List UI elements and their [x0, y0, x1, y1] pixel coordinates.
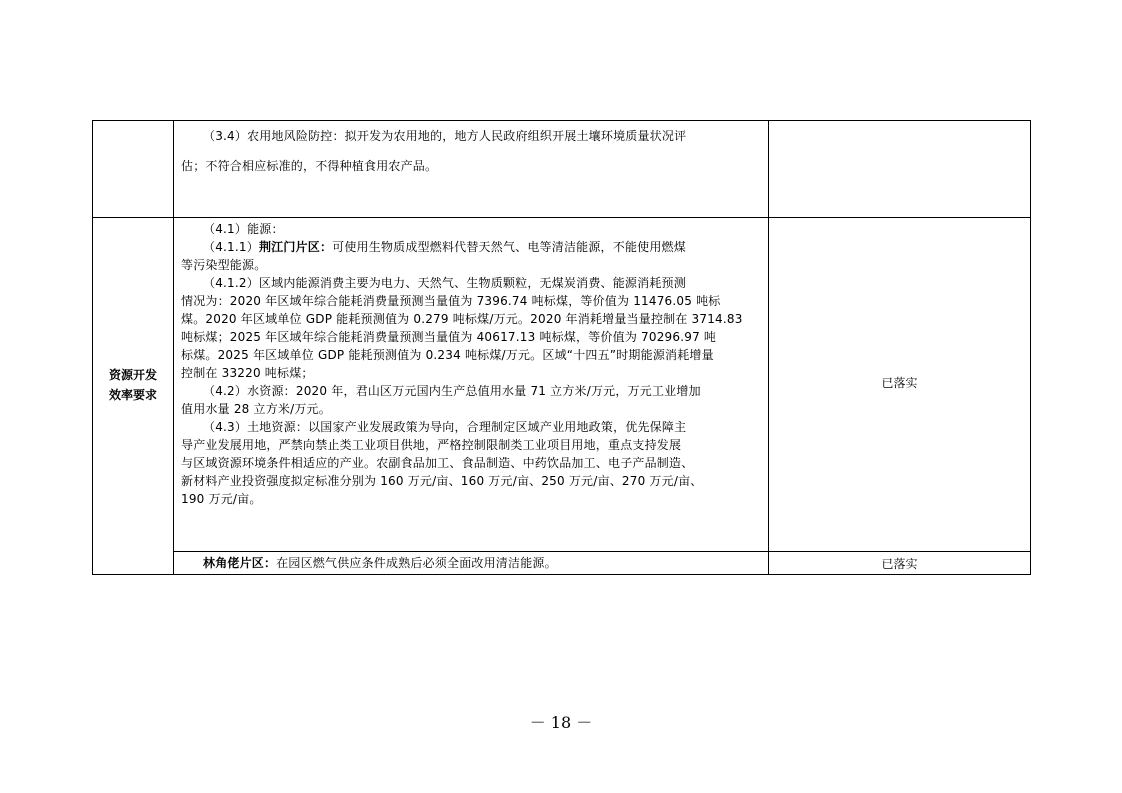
row2-line-2-head: （4.1.1）: [203, 240, 259, 254]
row1-line-2: 估；不符合相应标准的，不得种植食用农产品。: [181, 159, 438, 173]
row2-line-12: （4.3）土地资源：以国家产业发展政策为导向，合理制定区域产业用地政策，优先保障主: [203, 420, 687, 434]
page-number: － 18 －: [529, 713, 593, 732]
row2-line-15: 新材料产业投资强度拟定标准分别为 160 万元/亩、160 万元/亩、250 万元/亩、270 万元/亩、: [181, 474, 703, 488]
status-row3: 已落实: [881, 557, 918, 571]
row3-rest: 在园区燃气供应条件成熟后必须全面改用清洁能源。: [276, 556, 557, 570]
row2-line-14: 与区域资源环境条件相适应的产业。农副食品加工、食品制造、中药饮品加工、电子产品制造、: [181, 456, 694, 470]
row3-line-1: [181, 554, 557, 572]
requirements-table: [92, 120, 1031, 575]
column-divider-1: [173, 121, 174, 574]
row1-line-1: （3.4）农用地风险防控：拟开发为农用地的，地方人民政府组织开展土壤环境质量状况评: [203, 129, 687, 143]
row2-line-3: 等污染型能源。: [181, 258, 267, 272]
row1-content: [181, 121, 686, 181]
row2-line-2-bold: 荆江门片区：: [258, 240, 333, 254]
row2-line-11: 值用水量 28 立方米/万元。: [181, 402, 331, 416]
row2-line-6: 煤。2020 年区域单位 GDP 能耗预测值为 0.279 吨标煤/万元。2020 年消耗增量当量控制在 3714.83: [181, 312, 743, 326]
row2-line-4: （4.1.2）区域内能源消费主要为电力、天然气、生物质颗粒，无煤炭消费、能源消耗预测: [203, 276, 686, 290]
row2-content: [181, 220, 743, 508]
category-label: 资源开发 效率要求: [108, 367, 157, 402]
row2-line-5: 情况为：2020 年区域年综合能耗消费量预测当量值为 7396.74 吨标煤，等价值为 11476.05 吨标: [181, 294, 721, 308]
row2-line-2: [181, 238, 743, 256]
row-divider-1: [93, 217, 1030, 218]
row2-line-9: 控制在 33220 吨标煤；: [181, 366, 314, 380]
status-row2: 已落实: [881, 376, 918, 390]
row3-bold: 林角佬片区：: [203, 556, 277, 570]
row3-content: [181, 554, 557, 572]
row2-line-2-rest: 可使用生物质成型燃料代替天然气、电等清洁能源，不能使用燃煤: [332, 240, 686, 254]
column-divider-2: [768, 121, 769, 574]
row2-line-7: 吨标煤；2025 年区域年综合能耗消费量预测当量值为 40617.13 吨标煤，等价值为 70296.97 吨: [181, 330, 717, 344]
row-divider-2: [173, 551, 1030, 552]
row2-line-13: 导产业发展用地，严禁向禁止类工业项目供地，严格控制限制类工业项目用地，重点支持发展: [181, 438, 682, 452]
row2-line-16: 190 万元/亩。: [181, 492, 262, 506]
row2-line-1: （4.1）能源：: [203, 222, 284, 236]
row2-line-8: 标煤。2025 年区域单位 GDP 能耗预测值为 0.234 吨标煤/万元。区域“十四五”时期能源消耗增量: [181, 348, 714, 362]
row2-line-10: （4.2）水资源：2020 年，君山区万元国内生产总值用水量 71 立方米/万元，万元工业增加: [203, 384, 701, 398]
